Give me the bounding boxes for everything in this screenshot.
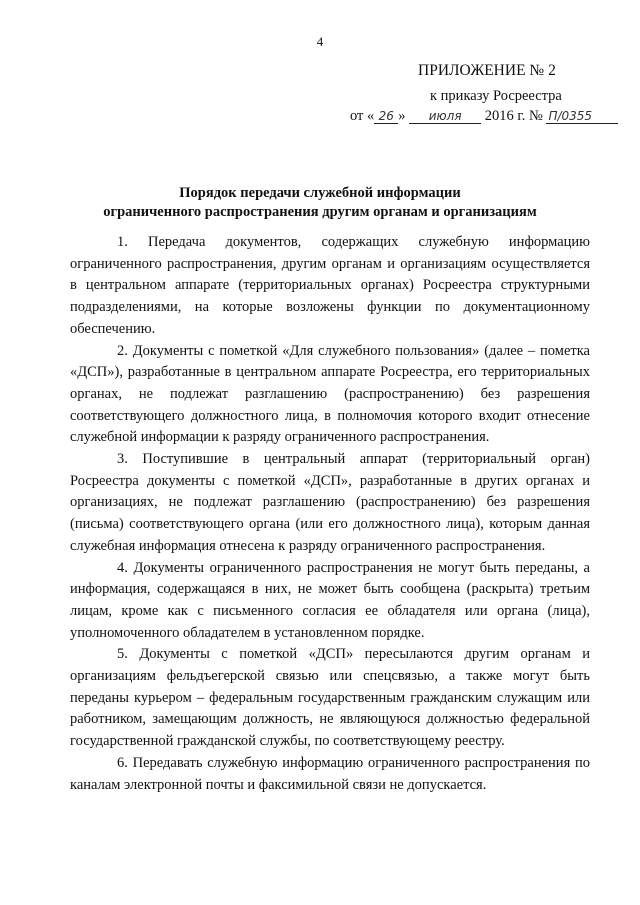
order-day-handwritten: 26: [374, 109, 398, 124]
paragraph-2: 2. Документы с пометкой «Для служебного пользования» (далее – пометка «ДСП»), разработанные в центральном аппарате Росреестра, его территориальных органах, не подлежат разглашению (распространению) без разрешения соответствующего должностного лица, в полномочия которого входит отнесение служебной информации к разряду ограниченного распространения.: [70, 342, 590, 446]
order-reference: к приказу Росреестра: [430, 88, 562, 104]
order-prefix: от «: [350, 108, 375, 124]
order-date-line: [350, 108, 618, 125]
paragraph-4: 4. Документы ограниченного распространения не могут быть переданы, а информация, содержащаяся в них, не может быть сообщена (раскрыта) третьим лицам, кроме как с письменного согласия ее обладателя или органа (лица), уполномоченного обладателем в установленном порядке.: [70, 559, 590, 641]
order-mid: »: [398, 108, 406, 124]
page-number: 4: [316, 34, 324, 49]
paragraph-1: 1. Передача документов, содержащих служебную информацию ограниченного распространения, другим органам и организациям осуществляется в центральном аппарате (территориальных органах) Росреестра структурными подразделениями, на которые возложены функции по документационному обеспечению.: [70, 234, 590, 337]
document-body: [70, 232, 590, 796]
paragraph-3: 3. Поступившие в центральный аппарат (территориальный орган) Росреестра документы с пометкой «ДСП», разработанные в других органах и организациях, не подлежат разглашению (распространению) без разрешения (письма) соответствующего органа (или его должностного лица), которым данная служебная информация отнесена к разряду ограниченного распространения.: [70, 451, 590, 554]
paragraph-6: 6. Передавать служебную информацию ограниченного распространения по каналам электронной почты и факсимильной связи не допускается.: [70, 754, 590, 793]
order-year: 2016 г. №: [484, 108, 543, 124]
paragraph-5: 5. Документы с пометкой «ДСП» пересылаются другим органам и организациям фельдъегерской связью или спецсвязью, а также могут быть переданы курьером – федеральным государственным гражданским служащим или работником, замещающим должность, не являющуюся должностью федеральной государственной гражданской службы, по соответствующему реестру.: [70, 646, 590, 750]
order-number-handwritten: П/0355: [546, 109, 618, 124]
title-line-1: Порядок передачи служебной информации: [179, 185, 461, 201]
appendix-label: ПРИЛОЖЕНИЕ № 2: [418, 62, 556, 79]
order-month-handwritten: июля: [409, 109, 481, 124]
document-title: [40, 184, 600, 222]
title-line-2: ограниченного распространения другим органам и организациям: [103, 204, 537, 220]
